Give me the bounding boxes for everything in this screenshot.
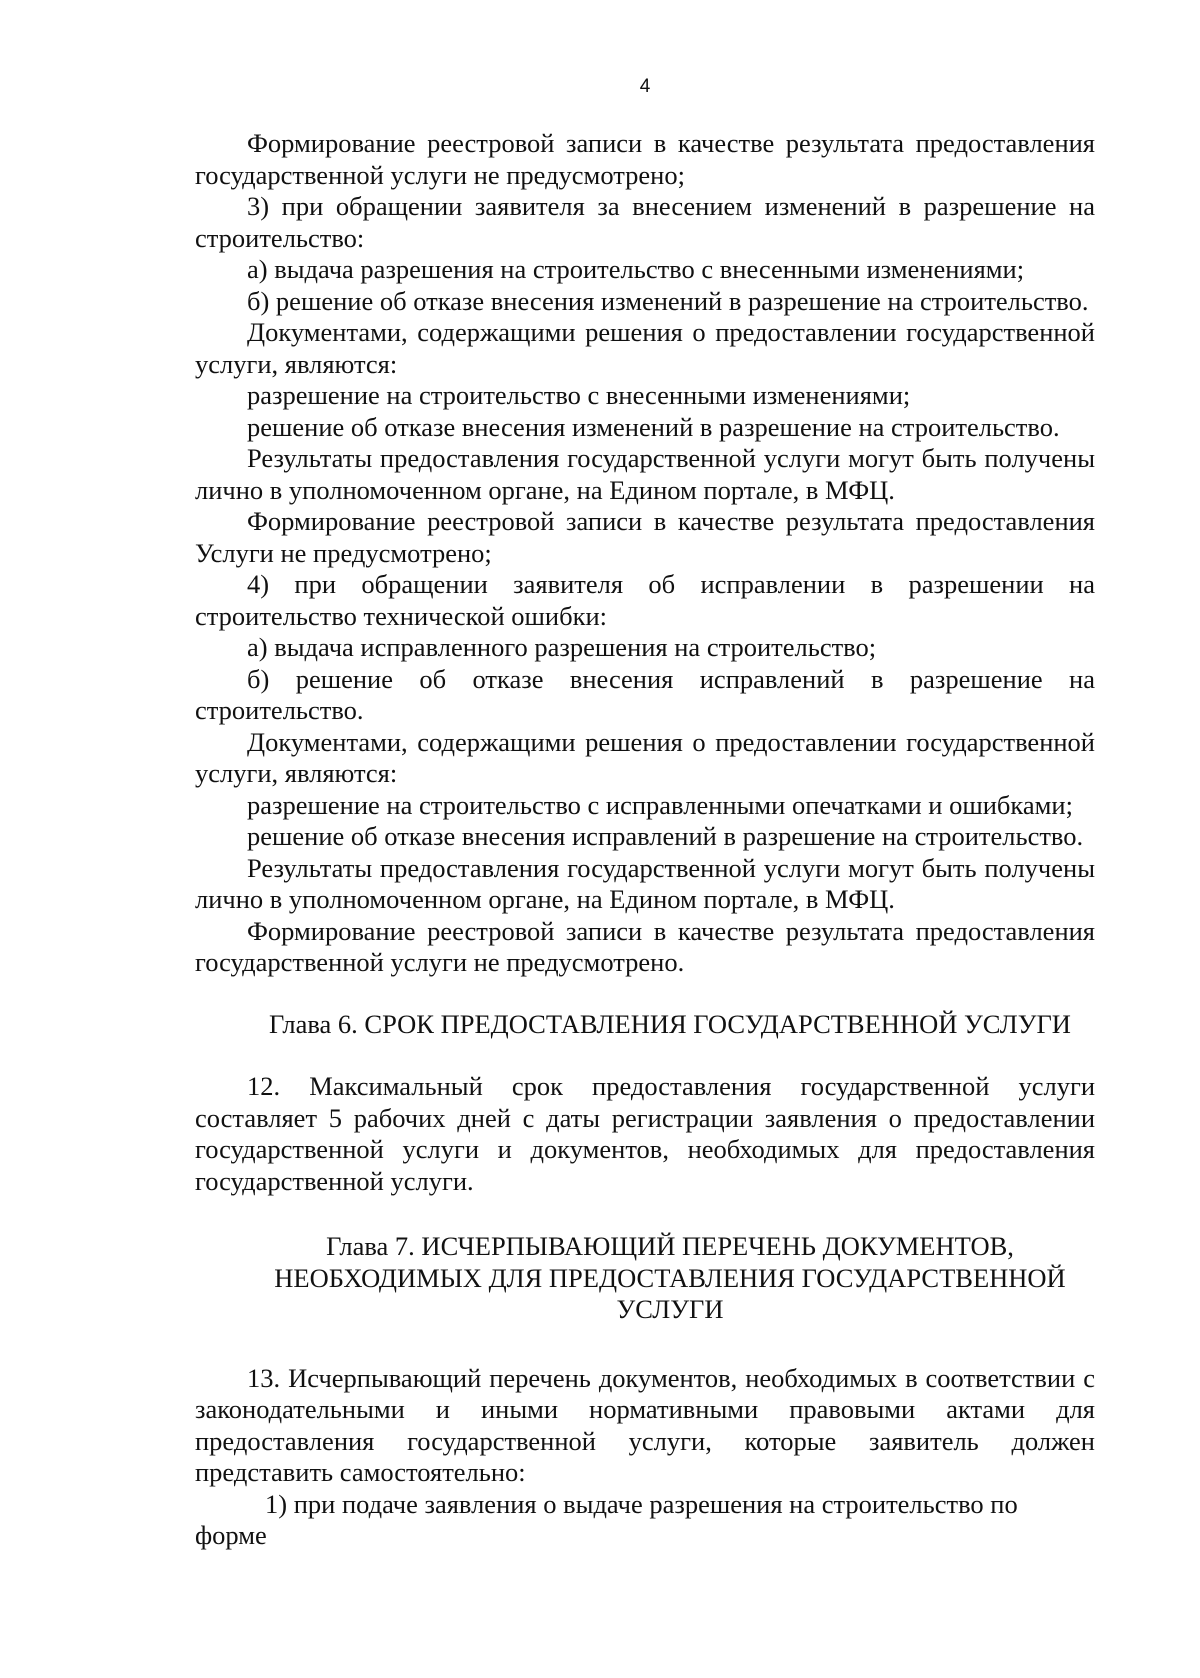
paragraph: 3) при обращении заявителя за внесением изменений в разрешение на строительство: [195, 191, 1095, 253]
page-number: 4 [639, 76, 651, 97]
paragraph: разрешение на строительство с исправленными опечатками и ошибками; [247, 789, 1073, 820]
paragraph: Формирование реестровой записи в качестве результата предоставления государственной услуги не предусмотрено; [195, 128, 1095, 190]
paragraph: 4) при обращении заявителя об исправлении в разрешении на строительство технической ошибки: [195, 569, 1095, 631]
paragraph: Формирование реестровой записи в качестве результата предоставления Услуги не предусмотрено; [195, 506, 1095, 568]
chapter-heading: Глава 6. СРОК ПРЕДОСТАВЛЕНИЯ ГОСУДАРСТВЕННОЙ УСЛУГИ [269, 1008, 1071, 1039]
paragraph: а) выдача разрешения на строительство с внесенными изменениями; [247, 254, 1025, 284]
paragraph: разрешение на строительство с внесенными изменениями; [247, 380, 911, 410]
paragraph: решение об отказе внесения исправлений в разрешение на строительство. [247, 821, 1084, 851]
paragraph: Результаты предоставления государственной услуги могут быть получены лично в уполномоченном органе, на Едином портале, в МФЦ. [195, 443, 1095, 505]
paragraph: Результаты предоставления государственной услуги могут быть получены лично в уполномоченном органе, на Едином портале, в МФЦ. [195, 852, 1095, 914]
chapter-heading-line: Глава 7. ИСЧЕРПЫВАЮЩИЙ ПЕРЕЧЕНЬ ДОКУМЕНТОВ, [326, 1231, 1014, 1261]
paragraph: б) решение об отказе внесения изменений в разрешение на строительство. [247, 285, 1089, 316]
document-body [195, 128, 1095, 1552]
chapter-heading-line: НЕОБХОДИМЫХ ДЛЯ ПРЕДОСТАВЛЕНИЯ ГОСУДАРСТВЕННОЙ [274, 1262, 1066, 1293]
paragraph: а) выдача исправленного разрешения на строительство; [247, 632, 877, 662]
paragraph: б) решение об отказе внесения исправлений в разрешение на строительство. [195, 663, 1095, 725]
paragraph: 13. Исчерпывающий перечень документов, необходимых в соответствии с законодательными и иными нормативными правовыми актами для предоставления государственной услуги, которые заявитель должен представить самостоятельно: [195, 1362, 1095, 1487]
paragraph: решение об отказе внесения изменений в разрешение на строительство. [247, 411, 1060, 442]
paragraph: Документами, содержащими решения о предоставлении государственной услуги, являются: [195, 317, 1095, 379]
chapter-heading-line: УСЛУГИ [616, 1294, 724, 1324]
chapter-heading [195, 1231, 1095, 1326]
paragraph: Формирование реестровой записи в качестве результата предоставления государственной услуги не предусмотрено. [195, 915, 1095, 977]
paragraph: 12. Максимальный срок предоставления государственной услуги составляет 5 рабочих дней с даты регистрации заявления о предоставлении государственной услуги и документов, необходимых для предоставления государственной услуги. [195, 1071, 1095, 1196]
paragraph: 1) при подаче заявления о выдаче разрешения на строительство по форме [195, 1488, 1018, 1550]
paragraph: Документами, содержащими решения о предоставлении государственной услуги, являются: [195, 726, 1095, 788]
